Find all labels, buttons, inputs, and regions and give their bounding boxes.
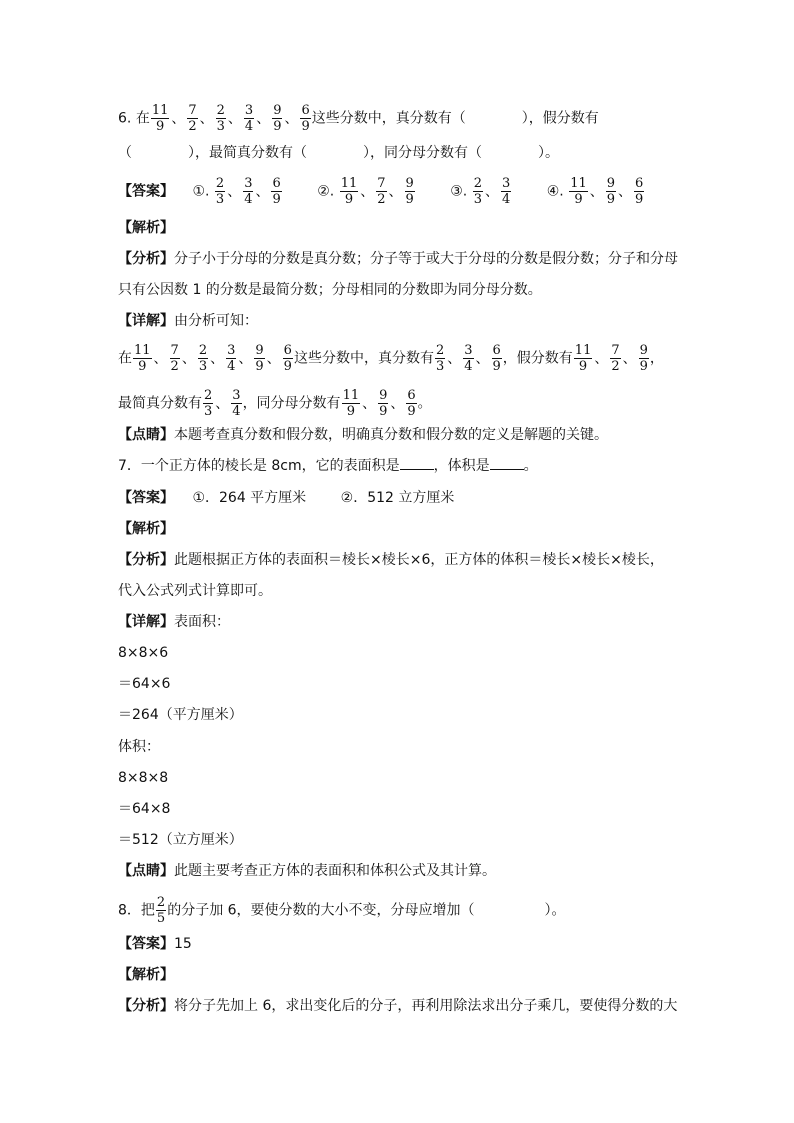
fraction [300, 103, 310, 134]
q6-detail-header [118, 311, 258, 331]
denominator: 9 [344, 192, 354, 207]
q7-stem-a: 7．一个正方体的棱长是 8cm，它的表面积是 [118, 458, 400, 474]
fraction [569, 176, 588, 207]
q6-point-text: 本题考查真分数和假分数，明确真分数和假分数的定义是解题的关键。 [174, 427, 608, 443]
fraction [463, 343, 473, 374]
fraction [378, 388, 388, 419]
fraction [272, 103, 282, 134]
separator: 、 [485, 183, 499, 200]
fraction [574, 343, 593, 374]
fraction [198, 343, 208, 374]
separator: 、 [227, 110, 242, 127]
separator: 、 [255, 183, 270, 200]
numerator: 6 [283, 343, 292, 358]
denominator: 9 [273, 119, 282, 134]
q6-ans-2-mark: ②. [317, 183, 335, 200]
numerator: 2 [435, 343, 445, 358]
numerator: 2 [215, 176, 225, 191]
fraction [342, 388, 361, 419]
numerator: 9 [405, 176, 414, 191]
denominator: 5 [156, 911, 166, 926]
q6-stem-line2: （ ），最简真分数有（ ），同分母分数有（ ）。 [118, 145, 559, 161]
numerator: 3 [464, 343, 473, 358]
numerator: 9 [255, 343, 264, 358]
denominator: 9 [272, 192, 281, 207]
fraction [244, 103, 254, 134]
answer-label: 【答案】 [118, 936, 174, 952]
denominator: 3 [216, 119, 225, 134]
q7-analysis-line2: 代入公式列式计算即可。 [118, 583, 272, 599]
q7-answer-line [118, 488, 454, 508]
q7-point-line [118, 861, 496, 881]
numerator: 2 [156, 895, 166, 910]
q7-v3: ＝512（立方厘米） [118, 832, 243, 848]
numerator: 9 [639, 343, 648, 358]
numerator: 7 [170, 343, 179, 358]
fraction [406, 388, 416, 419]
denominator: 4 [227, 359, 236, 374]
q7-stem-c: 。 [523, 458, 538, 474]
q6-d1-proper [434, 343, 503, 374]
denominator: 3 [198, 359, 208, 374]
denominator: 2 [611, 359, 620, 374]
q8-analysis-text1: 将分子先加上 6，求出变化后的分子，再利用除法求出分子乘几，要使得分数的大 [174, 998, 678, 1014]
fraction [340, 176, 359, 207]
q7-stem-b: ，体积是 [433, 458, 490, 474]
q6-d1-improper [573, 343, 650, 374]
denominator: 3 [204, 404, 213, 419]
separator: 、 [447, 350, 462, 367]
numerator: 3 [232, 388, 241, 403]
q7-s3: ＝264（平方厘米） [118, 707, 243, 723]
separator: 、 [238, 350, 253, 367]
q6-detail-intro: 由分析可知： [174, 313, 258, 329]
numerator: 7 [611, 343, 620, 358]
denominator: 3 [435, 359, 445, 374]
numerator: 9 [379, 388, 388, 403]
q8-analysis-line1 [118, 996, 677, 1016]
q6-number: 6. [118, 110, 132, 127]
denominator: 4 [232, 404, 241, 419]
denominator: 9 [283, 359, 292, 374]
numerator: 6 [635, 176, 644, 191]
denominator: 3 [473, 192, 482, 207]
denominator: 4 [244, 192, 253, 207]
q7-stem [118, 456, 538, 476]
numerator: 6 [301, 103, 310, 118]
q7-detail-intro: 表面积： [174, 614, 230, 630]
analysis-label: 【分析】 [118, 552, 174, 568]
separator: 、 [256, 110, 271, 127]
q6-point-line [118, 425, 608, 445]
q8-answer: 15 [174, 936, 192, 952]
q6-analysis-line1 [118, 249, 678, 269]
fraction [634, 176, 644, 207]
separator: 、 [181, 350, 196, 367]
fraction [151, 103, 170, 134]
numerator: 6 [492, 343, 501, 358]
separator: 、 [210, 350, 225, 367]
q7-blank-1 [400, 457, 434, 470]
separator: 、 [388, 183, 403, 200]
separator: 、 [360, 183, 375, 200]
fraction [187, 103, 197, 134]
q8-answer-line [118, 934, 192, 954]
q6-stem-tail: 这些分数中，真分数有（ ），假分数有 [311, 110, 599, 127]
q7-analysis-line1 [118, 550, 664, 570]
numerator: 7 [188, 103, 197, 118]
numerator: 9 [606, 176, 616, 191]
denominator: 9 [635, 192, 644, 207]
numerator: 9 [273, 103, 282, 118]
denominator: 2 [377, 192, 386, 207]
fraction [492, 343, 502, 374]
q7-blank-2 [490, 457, 524, 470]
fraction [376, 176, 386, 207]
q8-lead: 8．把 [118, 902, 155, 919]
denominator: 4 [464, 359, 473, 374]
denominator: 9 [255, 359, 264, 374]
numerator: 11 [340, 176, 358, 191]
q6-d2-end: 。 [417, 395, 432, 412]
q8-fraction [156, 895, 166, 926]
denominator: 9 [492, 359, 501, 374]
answer-label: 【答案】 [118, 183, 174, 200]
q6-ans-3-mark: ③. [450, 183, 468, 200]
denominator: 9 [301, 119, 310, 134]
fraction [639, 343, 649, 374]
point-label: 【点睛】 [118, 863, 174, 879]
numerator: 3 [244, 176, 253, 191]
fraction [501, 176, 511, 207]
denominator: 9 [379, 404, 388, 419]
denominator: 9 [606, 192, 616, 207]
denominator: 9 [138, 359, 147, 374]
separator: 、 [589, 183, 604, 200]
separator: 、 [618, 183, 633, 200]
q6-lead: 在 [135, 110, 150, 127]
fraction [254, 343, 264, 374]
numerator: 11 [570, 176, 587, 191]
q6-d2-mid: ，同分母分数有 [242, 395, 341, 412]
numerator: 2 [473, 176, 482, 191]
q7-analysis-text1: 此题根据正方体的表面积＝棱长×棱长×6，正方体的体积＝棱长×棱长×棱长， [174, 552, 664, 568]
fraction [405, 176, 415, 207]
separator: 、 [622, 350, 637, 367]
q6-detail-line2 [118, 388, 432, 419]
fraction [610, 343, 620, 374]
q7-s2: ＝64×6 [118, 676, 171, 692]
q6-analysis-line2: 只有公因数 1 的分数是最简分数；分母相同的分数即为同分母分数。 [118, 282, 542, 298]
q7-v1: 8×8×8 [118, 770, 169, 786]
fraction [473, 176, 483, 207]
numerator: 2 [204, 388, 213, 403]
numerator: 2 [216, 103, 225, 118]
denominator: 9 [405, 192, 414, 207]
numerator: 11 [574, 343, 592, 358]
q8-stem-tail: 的分子加 6，要使分数的大小不变，分母应增加（ ）。 [167, 902, 566, 919]
denominator: 2 [170, 359, 179, 374]
separator: 、 [227, 183, 242, 200]
denominator: 4 [502, 192, 511, 207]
fraction [226, 343, 236, 374]
numerator: 7 [377, 176, 386, 191]
q7-point-text: 此题主要考查正方体的表面积和体积公式及其计算。 [174, 863, 496, 879]
denominator: 9 [578, 359, 588, 374]
numerator: 3 [244, 103, 254, 118]
q6-analysis-text1: 分子小于分母的分数是真分数；分子等于或大于分母的分数是假分数；分子和分母 [174, 251, 678, 267]
separator: 、 [362, 395, 377, 412]
separator: 、 [171, 110, 186, 127]
numerator: 6 [407, 388, 416, 403]
separator: 、 [475, 350, 490, 367]
fraction [215, 176, 225, 207]
analysis-label: 【分析】 [118, 251, 174, 267]
numerator: 3 [502, 176, 511, 191]
q6-d1-mid: 这些分数中，真分数有 [293, 350, 434, 367]
q7-ans-1: ①．264 平方厘米 [192, 490, 307, 506]
q6-ans-1-mark: ①. [192, 183, 210, 200]
separator: 、 [390, 395, 405, 412]
q6-jiexi-label: 【解析】 [118, 220, 174, 236]
separator: 、 [215, 395, 230, 412]
separator: 、 [153, 350, 168, 367]
detail-label: 【详解】 [118, 614, 174, 630]
denominator: 9 [574, 192, 583, 207]
numerator: 11 [342, 388, 360, 403]
fraction [243, 176, 253, 207]
fraction [435, 343, 445, 374]
fraction [231, 388, 241, 419]
fraction [271, 176, 281, 207]
q7-ans-2: ②．512 立方厘米 [340, 490, 455, 506]
fraction [606, 176, 616, 207]
denominator: 9 [346, 404, 355, 419]
q6-d2-simplest [202, 388, 243, 419]
q6-d1-lead: 在 [118, 350, 132, 367]
q6-answer-line [118, 176, 645, 207]
numerator: 6 [272, 176, 281, 191]
q7-s1: 8×8×6 [118, 645, 169, 661]
q6-ans-3 [472, 176, 513, 207]
fraction [203, 388, 213, 419]
q6-ans-1 [214, 176, 283, 207]
denominator: 9 [407, 404, 416, 419]
q6-d2-lead: 最简真分数有 [118, 395, 202, 412]
separator: 、 [284, 110, 299, 127]
q7-detail-header [118, 612, 230, 632]
detail-label: 【详解】 [118, 313, 174, 329]
q8-stem [118, 895, 566, 926]
numerator: 2 [198, 343, 208, 358]
q6-d1-fractions [132, 343, 294, 374]
separator: 、 [594, 350, 609, 367]
numerator: 3 [227, 343, 236, 358]
q6-d1-mid2: ，假分数有 [502, 350, 573, 367]
denominator: 9 [639, 359, 648, 374]
q6-ans-4 [568, 176, 645, 207]
separator: 、 [199, 110, 214, 127]
denominator: 4 [244, 119, 254, 134]
q7-v0: 体积： [118, 739, 160, 755]
fraction [133, 343, 152, 374]
q7-v2: ＝64×8 [118, 801, 171, 817]
point-label: 【点睛】 [118, 427, 174, 443]
q8-jiexi-label: 【解析】 [118, 967, 174, 983]
separator: 、 [266, 350, 281, 367]
numerator: 11 [134, 343, 151, 358]
fraction [216, 103, 226, 134]
fraction [283, 343, 293, 374]
q6-stem-line1 [118, 103, 599, 134]
denominator: 9 [155, 119, 165, 134]
q6-ans-4-mark: ④. [546, 183, 564, 200]
denominator: 2 [188, 119, 197, 134]
q6-d2-same [341, 388, 418, 419]
q6-ans-2 [339, 176, 416, 207]
denominator: 3 [215, 192, 225, 207]
q7-jiexi-label: 【解析】 [118, 521, 174, 537]
answer-label: 【答案】 [118, 490, 174, 506]
q6-detail-line1 [118, 343, 664, 374]
analysis-label: 【分析】 [118, 998, 174, 1014]
numerator: 11 [151, 103, 169, 118]
q6-fractions [150, 103, 312, 134]
fraction [170, 343, 180, 374]
q6-d1-end: ， [649, 350, 664, 367]
